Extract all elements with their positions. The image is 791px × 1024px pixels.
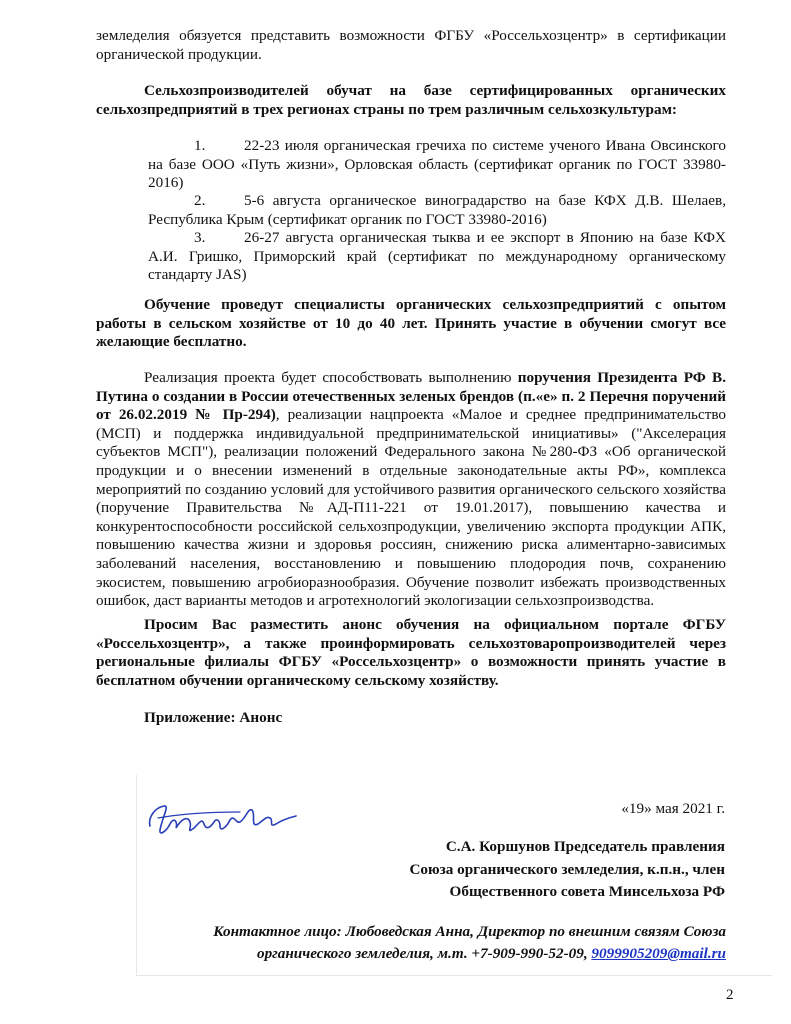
list-item — [148, 192, 726, 229]
list-item — [148, 229, 726, 285]
intro-paragraph: земледелия обязуется представить возможности ФГБУ «Россельхозцентр» в сертификации органической продукции. — [96, 27, 726, 63]
impl-text-2: , реализации нацпроекта «Малое и среднее предпринимательство (МСП) и поддержка индивидуальной предпринимательской инициативы» ("Акселерация субъектов МСП"), реализации положений Федерального закона №280-ФЗ «Об органической продукции и о внесении изменений в отдельные законодательные акты РФ», комплекса мероприятий по созданию условий для устойчивого развития органического сельского хозяйства (поручение Правительства №АД-П11-221 от 19.01.2017), повышению качества и конкурентоспособности российской сельхозпродукции, увеличению экспорта продукции АПК, повышению качества жизни и здоровья россиян, снижению риска алиментарно-зависимых заболеваний населения, восстановлению и повышению плодородия почв, сохранению экосистем, повышению агробиоразнообразия. Обучение позволит избежать производственных ошибок, даст варианты методов и агротехнологий экологизации сельхозпроизводства. — [96, 406, 726, 610]
contact-line-2 — [150, 945, 726, 964]
list-item-text: 26-27 августа органическая тыква и ее экспорт в Японию на базе КФХ А.И. Гришко, Приморский край (сертификат по международному органическому стандарту JAS) — [148, 229, 726, 284]
contact-line-1: Контактное лицо: Любоведская Анна, Директор по внешним связям Союза — [213, 923, 726, 940]
signer-line-1: С.А. Коршунов Председатель правления — [445, 838, 725, 855]
contact-email-link[interactable]: 9099905209@mail.ru — [591, 945, 726, 962]
list-item-number: 3. — [194, 229, 206, 246]
training-heading: Сельхозпроизводителей обучат на базе сертифицированных органических сельхозпредприятий в трех регионах страны по трем различным сельхозкультурам: — [96, 82, 726, 118]
list-item-number: 2. — [194, 192, 206, 209]
list-item-number: 1. — [194, 137, 206, 154]
signer-line-3: Общественного совета Минсельхоза РФ — [449, 883, 725, 900]
implementation-paragraph — [96, 369, 726, 611]
appendix-label: Приложение: Анонс — [144, 709, 283, 726]
page-number: 2 — [726, 987, 734, 1003]
list-item — [148, 137, 726, 193]
signer-line-2: Союза органического земледелия, к.п.н., член — [409, 861, 725, 878]
list-item-text: 22-23 июля органическая гречиха по системе ученого Ивана Овсинского на базе ООО «Путь жизни», Орловская область (сертификат органик по ГОСТ 33980-2016) — [148, 137, 726, 192]
contact-phone-text: органического земледелия, м.т. +7-909-990-52-09, — [256, 945, 592, 962]
impl-bold-order: поручения Президента РФ В. Путина о создании в России отечественных зеленых брендов (п.«е» п. 2 Перечня поручений от 26.02.2019 № Пр-294) — [96, 369, 726, 424]
experts-paragraph: Обучение проведут специалисты органических сельхозпредприятий с опытом работы в сельском хозяйстве от 10 до 40 лет. Принять участие в обучении смогут все желающие бесплатно. — [96, 296, 726, 351]
impl-text-1: Реализация проекта будет способствовать выполнению — [144, 369, 518, 386]
handwritten-signature — [140, 788, 310, 848]
letter-date: «19» мая 2021 г. — [621, 800, 725, 817]
request-paragraph: Просим Вас разместить анонс обучения на официальном портале ФГБУ «Россельхозцентр», а также проинформировать сельхозтоваропроизводителей через региональные филиалы ФГБУ «Россельхозцентр» о возможности принять участие в бесплатном обучении органическому сельскому хозяйству. — [96, 616, 726, 689]
list-item-text: 5-6 августа органическое виноградарство на базе КФХ Д.В. Шелаев, Республика Крым (сертификат органик по ГОСТ 33980-2016) — [148, 192, 726, 228]
